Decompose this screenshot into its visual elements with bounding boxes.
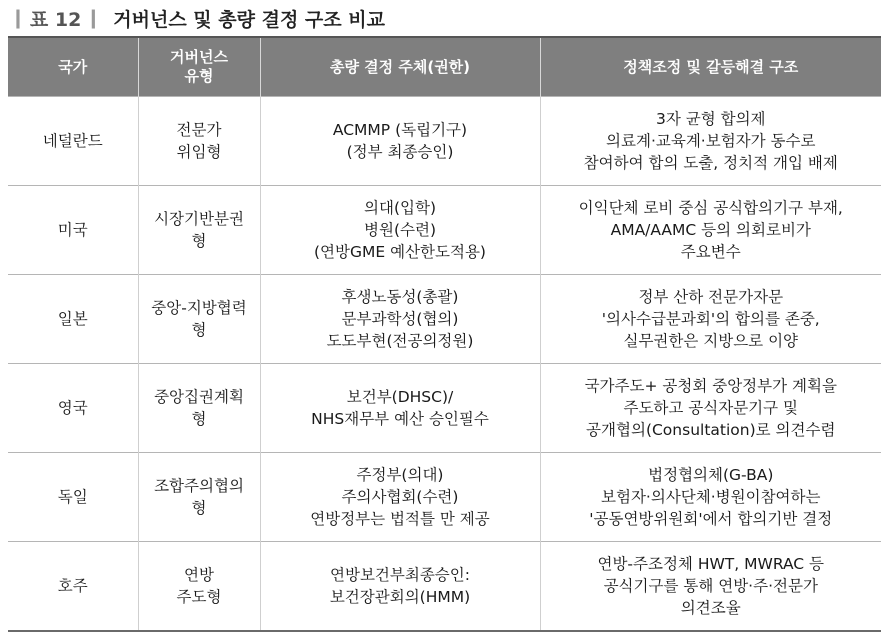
cell-country: 호주 bbox=[8, 542, 138, 631]
cell-governance-type: 중앙집권계획 형 bbox=[138, 364, 260, 453]
header-country: 국가 bbox=[8, 37, 138, 97]
cell-decision-body: 후생노동성(총괄) 문부과학성(협의) 도도부현(전공의정원) bbox=[260, 275, 540, 364]
table-row bbox=[8, 542, 881, 631]
cell-governance-type: 중앙-지방협력 형 bbox=[138, 275, 260, 364]
cell-decision-body: 주정부(의대) 주의사협회(수련) 연방정부는 법적틀 만 제공 bbox=[260, 453, 540, 542]
caption-bar-left: ❙ bbox=[10, 7, 26, 29]
cell-governance-type: 시장기반분권 형 bbox=[138, 186, 260, 275]
table-header-row bbox=[8, 37, 881, 97]
cell-country: 미국 bbox=[8, 186, 138, 275]
caption-label: 표 12 bbox=[29, 8, 82, 31]
cell-coordination-structure: 국가주도+ 공청회 중앙정부가 계획을 주도하고 공식자문기구 및 공개협의(Consultation)로 의견수렴 bbox=[540, 364, 881, 453]
caption-title: 거버넌스 및 총량 결정 구조 비교 bbox=[113, 8, 385, 31]
table-row bbox=[8, 275, 881, 364]
header-decision-body: 총량 결정 주체(권한) bbox=[260, 37, 540, 97]
cell-country: 네덜란드 bbox=[8, 97, 138, 186]
cell-decision-body: 연방보건부최종승인: 보건장관회의(HMM) bbox=[260, 542, 540, 631]
cell-coordination-structure: 이익단체 로비 중심 공식합의기구 부재, AMA/AAMC 등의 의회로비가 주요변수 bbox=[540, 186, 881, 275]
header-coordination-structure: 정책조정 및 갈등해결 구조 bbox=[540, 37, 881, 97]
cell-decision-body: ACMMP (독립기구) (정부 최종승인) bbox=[260, 97, 540, 186]
cell-country: 독일 bbox=[8, 453, 138, 542]
cell-country: 일본 bbox=[8, 275, 138, 364]
cell-governance-type: 연방 주도형 bbox=[138, 542, 260, 631]
cell-coordination-structure: 연방-주조정체 HWT, MWRAC 등 공식기구를 통해 연방·주·전문가 의견조율 bbox=[540, 542, 881, 631]
header-governance-type: 거버넌스 유형 bbox=[138, 37, 260, 97]
cell-coordination-structure: 3자 균형 합의제 의료계·교육계·보험자가 동수로 참여하여 합의 도출, 정치적 개입 배제 bbox=[540, 97, 881, 186]
table-row bbox=[8, 453, 881, 542]
cell-country: 영국 bbox=[8, 364, 138, 453]
cell-governance-type: 조합주의협의 형 bbox=[138, 453, 260, 542]
cell-decision-body: 의대(입학) 병원(수련) (연방GME 예산한도적용) bbox=[260, 186, 540, 275]
table-row bbox=[8, 364, 881, 453]
table-row bbox=[8, 186, 881, 275]
cell-governance-type: 전문가 위임형 bbox=[138, 97, 260, 186]
table-caption bbox=[8, 4, 385, 32]
caption-bar-right: ❙ bbox=[85, 7, 102, 29]
cell-decision-body: 보건부(DHSC)/ NHS재무부 예산 승인필수 bbox=[260, 364, 540, 453]
cell-coordination-structure: 법정협의체(G-BA) 보험자·의사단체·병원이참여하는 '공동연방위원회'에서 합의기반 결정 bbox=[540, 453, 881, 542]
cell-coordination-structure: 정부 산하 전문가자문 '의사수급분과회'의 합의를 존중, 실무권한은 지방으로 이양 bbox=[540, 275, 881, 364]
table-row bbox=[8, 97, 881, 186]
comparison-table bbox=[8, 36, 881, 632]
